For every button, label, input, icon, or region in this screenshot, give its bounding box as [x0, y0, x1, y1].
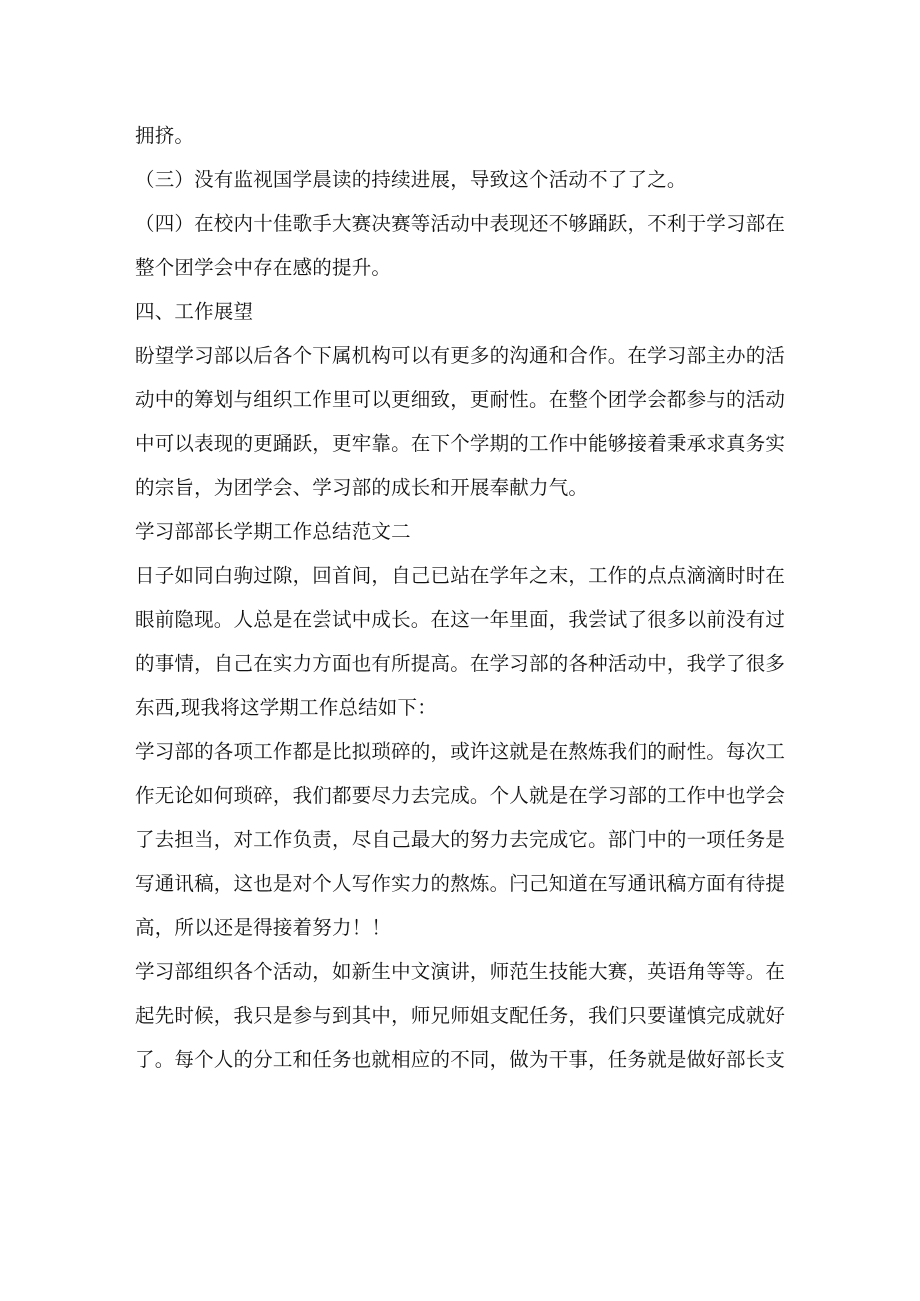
text-line: 的宗旨，为团学会、学习部的成长和开展奉献力气。 [135, 476, 589, 499]
document-body [135, 114, 790, 1082]
text-line: 作无论如何琐碎，我们都要尽力去完成。个人就是在学习部的工作中也学会 [135, 784, 786, 807]
text-line: 学习部的各项工作都是比拟琐碎的，或许这就是在熬炼我们的耐性。每次工 [135, 740, 786, 763]
text-line: 拥挤。 [135, 124, 195, 147]
text-line: 起先时候，我只是参与到其中，师兄师姐支配任务，我们只要谨慎完成就好 [135, 1004, 786, 1027]
text-line: 高，所以还是得接着努力！！ [135, 916, 392, 939]
section-title: 学习部部长学期工作总结范文二 [135, 520, 411, 543]
text-line: 了去担当，对工作负责，尽自己最大的努力去完成它。部门中的一项任务是 [135, 828, 786, 851]
text-line: （四）在校内十佳歌手大赛决赛等活动中表现还不够踊跃，不利于学习部在 [135, 212, 786, 235]
text-line: 整个团学会中存在感的提升。 [135, 256, 392, 279]
text-line: （三）没有监视国学晨读的持续进展，导致这个活动不了了之。 [135, 168, 687, 191]
section-heading: 四、工作展望 [135, 300, 254, 323]
text-line: 眼前隐现。人总是在尝试中成长。在这一年里面，我尝试了很多以前没有过 [135, 608, 786, 631]
text-line: 写通讯稿，这也是对个人写作实力的熬炼。闩己知道在写通讯稿方面有待提 [135, 872, 786, 895]
text-line: 中可以表现的更踊跃，更牢靠。在下个学期的工作中能够接着秉承求真务实 [135, 432, 786, 455]
text-line: 学习部组织各个活动，如新生中文演讲，师范生技能大赛，英语角等等。在 [135, 960, 786, 983]
text-line: 动中的筹划与组织工作里可以更细致，更耐性。在整个团学会都参与的活动 [135, 388, 786, 411]
text-line: 日子如同白驹过隙，回首间，自己已站在学年之末，工作的点点滴滴时时在 [135, 564, 786, 587]
text-line: 的事情，自己在实力方面也有所提高。在学习部的各种活动中，我学了很多 [135, 652, 786, 675]
text-line: 盼望学习部以后各个下属机构可以有更多的沟通和合作。在学习部主办的活 [135, 344, 786, 367]
text-line: 了。每个人的分工和任务也就相应的不同，做为干事，任务就是做好部长支 [135, 1048, 786, 1071]
text-line: 东西,现我将这学期工作总结如下： [135, 696, 437, 719]
